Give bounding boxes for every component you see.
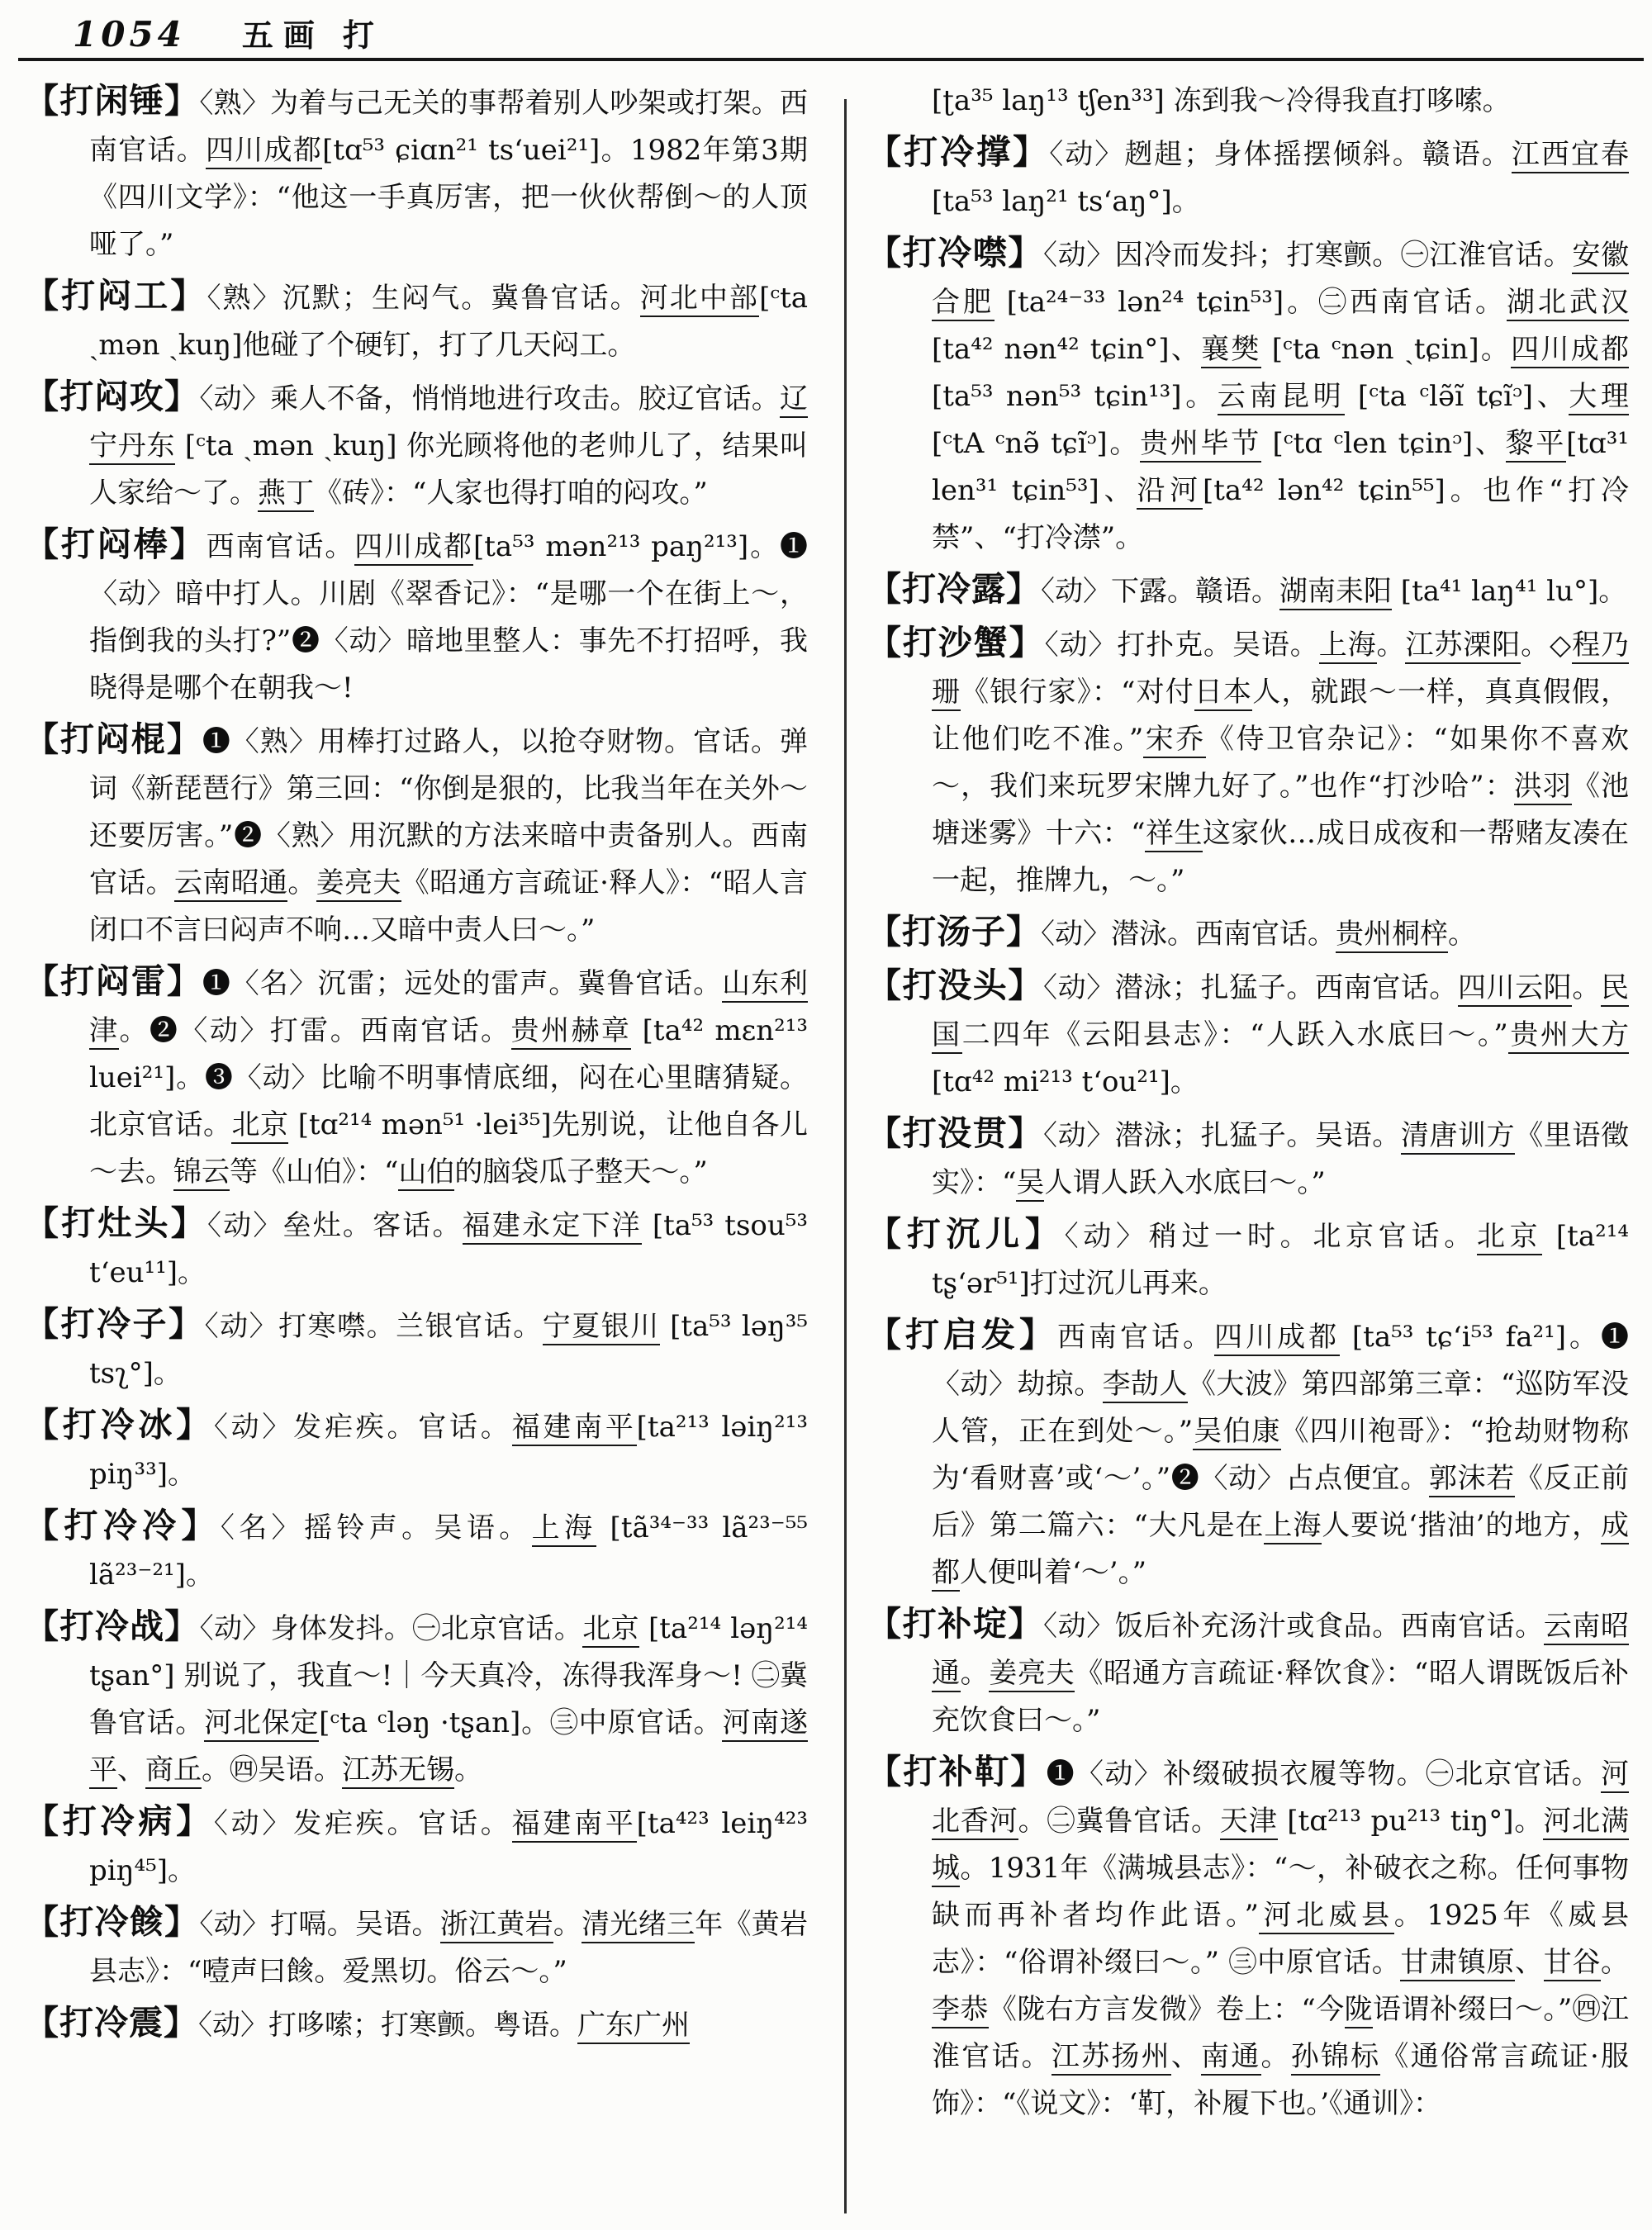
entry-text: 〈动〉潜泳。西南官话。: [1041, 918, 1336, 951]
entry-text: ❶〈动〉补缀破损衣履等物。㊀北京官话。: [1046, 1758, 1602, 1791]
proper-noun: 日本: [1194, 676, 1252, 711]
entry-text: [ta⁵³ tɕ‘i⁵³ fa²¹]。❶〈动〉劫掠。: [932, 1321, 1630, 1401]
entry-text: 的脑袋瓜子整天～。”: [454, 1155, 708, 1189]
entry-text: 。❷〈动〉打雷。西南官话。: [119, 1014, 511, 1047]
entry-text: [ᶜtA ᶜnə̃ tɕĩᵓ]。: [932, 427, 1141, 460]
proper-noun: 洪羽: [1514, 770, 1572, 805]
proper-noun: 祥生: [1145, 817, 1202, 852]
entry-text: 〈动〉打扑克。吴语。: [1044, 629, 1319, 662]
dict-entry: [867, 1748, 1629, 2128]
dict-entry: [25, 373, 808, 517]
entry-headword: 【打冷子】: [25, 1304, 205, 1344]
dict-entry: [867, 230, 1629, 562]
entry-headword: 【打补埞】: [867, 1604, 1043, 1644]
entry-headword: 【打闷攻】: [25, 377, 200, 416]
proper-noun: 河北香河: [932, 1758, 1629, 1840]
entry-text: [ta²¹⁴ ləŋ²¹⁴ tʂan°] 别说了，我直～!｜今天真冷，冻得我浑身～! ㊁冀鲁官话。: [89, 1612, 809, 1739]
entry-text: [tɑ³¹ len³¹ tɕin⁵³]、: [932, 427, 1630, 507]
proper-noun: 云南昭通: [932, 1610, 1629, 1692]
entry-text: ❶〈名〉沉雷；远处的雷声。冀鲁官话。: [202, 967, 723, 1000]
section-character: 打: [342, 17, 374, 54]
entry-text: [ta²⁴⁻³³ lən²⁴ tɕin⁵³]。㊁西南官话。: [994, 286, 1507, 319]
entry-text: [ta²¹³ ləiŋ²¹³ piŋ³³]。: [89, 1411, 808, 1491]
proper-noun: 四川成都: [206, 134, 322, 169]
proper-noun: 湖南耒阳: [1279, 575, 1392, 610]
proper-noun: 锦云: [173, 1155, 230, 1191]
proper-noun: 四川云阳: [1458, 971, 1572, 1007]
dict-entry: [867, 566, 1629, 615]
proper-noun: 云南昭通: [174, 866, 287, 902]
entry-text: [ᶜta ˎmən ˎkuŋ]他碰了个硬钉，打了几天闷工。: [89, 282, 809, 362]
entry-headword: 【打沉儿】: [867, 1214, 1065, 1254]
entry-headword: 【打冷震】: [25, 2003, 198, 2043]
entry-text: 《通俗常言疏证·服饰》：“《说文》：‘靪，补履下也。’《通训》：: [932, 2040, 1630, 2120]
proper-noun: 辽宁丹东: [89, 382, 808, 465]
entry-text: [ta⁵³ laŋ²¹ ts‘aŋ°]。: [932, 185, 1200, 218]
dict-entry: [867, 619, 1629, 904]
entry-text: 《银行家》：“对付: [961, 676, 1194, 709]
entry-text: 《里语徵实》：“: [932, 1119, 1630, 1199]
proper-noun: 清唐训方: [1401, 1119, 1515, 1155]
dict-entry: [25, 1402, 808, 1498]
proper-noun: 民国: [932, 971, 1629, 1054]
proper-noun: 贵州毕节: [1140, 427, 1261, 463]
entry-headword: 【打灶头】: [25, 1203, 207, 1243]
dict-entry: [25, 521, 808, 712]
proper-noun: 江苏无锡: [342, 1753, 454, 1789]
entry-text: [ta⁵³ ləŋ³⁵ tsʅ°]。: [89, 1310, 808, 1390]
proper-noun: 姜亮夫: [989, 1657, 1075, 1692]
proper-noun: 清光绪三: [582, 1908, 695, 1943]
entry-text: [ta⁵³ mən²¹³ paŋ²¹³]。❶〈动〉暗中打人。川剧《翠香记》：“是哪一个在街上～，指倒我的头打?”❷〈动〉暗地里整人：事先不打招呼，我晓得是哪个在朝我～!: [89, 530, 809, 705]
proper-noun: 上海: [532, 1511, 597, 1547]
dict-entry: [867, 1110, 1629, 1207]
entry-text: 《反正前后》第二篇六：“大凡是在: [932, 1462, 1629, 1542]
entry-text: 〈熟〉沉默；生闷气。冀鲁官话。: [206, 282, 640, 315]
dict-entry: [25, 1200, 808, 1297]
dict-entry: [25, 1502, 808, 1599]
entry-text: 〈动〉稍过一时。北京官话。: [1064, 1220, 1477, 1253]
proper-noun: 襄樊: [1201, 333, 1261, 368]
entry-text: 〈动〉发疟疾。官话。: [213, 1807, 512, 1840]
entry-headword: 【打冷战】: [25, 1606, 200, 1646]
entry-text: 。1925年《威县志》：“俗谓补缀曰～。” ㊂中原官话。: [932, 1899, 1629, 1979]
entry-text: 这家伙…成日成夜和一帮赌友凑在一起，推牌九，～。”: [932, 817, 1630, 897]
entry-text: 《昭通方言疏证·释饮食》：“昭人谓既饭后补充饮食曰～。”: [932, 1657, 1629, 1737]
proper-noun: 吴伯康: [1193, 1415, 1280, 1450]
entry-headword: 【打冷冰】: [25, 1405, 214, 1445]
proper-noun: 甘谷: [1544, 1946, 1601, 1981]
entry-text: 。◇: [1521, 629, 1573, 662]
proper-noun: 宋乔: [1143, 723, 1206, 758]
proper-noun: 河南遂平: [89, 1706, 808, 1789]
dict-entry: [25, 78, 808, 268]
entry-text: 〈动〉发疟疾。官话。: [213, 1411, 512, 1444]
dict-entry: [867, 962, 1629, 1106]
entry-text: 。: [454, 1753, 482, 1786]
proper-noun: 云南昆明: [1218, 380, 1346, 415]
entry-text: 〈动〉潜泳；扎猛子。吴语。: [1043, 1119, 1401, 1152]
entry-text: [ʈa³⁵ laŋ¹³ tʃen³³] 冻到我～冷得我直打哆嗦。: [932, 84, 1511, 117]
entry-headword: 【打闷棍】: [25, 719, 202, 759]
entry-text: [ta²¹⁴ tʂ‘ər⁵¹]打过沉儿再来。: [932, 1220, 1629, 1300]
proper-noun: 贵州大方: [1508, 1018, 1629, 1054]
dict-entry: [25, 1301, 808, 1397]
proper-noun: 天津: [1220, 1805, 1278, 1840]
entry-text: [ᶜta ˎmən ˎkuŋ] 你光顾将他的老帅儿了，结果叫人家给～了。: [89, 429, 809, 510]
entry-text: 〈动〉打哆嗦；打寒颤。粤语。: [198, 2009, 577, 2042]
entry-text: [ta⁵³ tsou⁵³ t‘eu¹¹]。: [89, 1209, 809, 1289]
proper-noun: 吴: [1016, 1166, 1044, 1202]
proper-noun: 广东广州: [577, 2009, 690, 2044]
proper-noun: 北京: [582, 1612, 639, 1648]
proper-noun: 大理: [1569, 380, 1629, 415]
entry-headword: 【打冷撑】: [867, 132, 1050, 172]
entry-text: 〈动〉趔趄；身体摇摆倾斜。赣语。: [1049, 138, 1512, 171]
right-column: [867, 78, 1629, 2132]
proper-noun: 河北满城: [932, 1805, 1629, 1887]
proper-noun: 山东利津: [89, 967, 808, 1050]
dict-entry: [25, 1603, 808, 1794]
entry-continuation: [867, 78, 1629, 125]
entry-text: 。: [1260, 2040, 1291, 2073]
entry-text: 、: [1170, 2040, 1202, 2073]
entry-headword: 【打冷冷】: [25, 1506, 221, 1545]
entry-text: 《侍卫官杂记》：“如果你不喜欢～，我们来玩罗宋牌九好了。”也作“打沙哈”：: [932, 723, 1629, 803]
proper-noun: 李劼人: [1103, 1368, 1188, 1403]
entry-text: [tɑ²¹³ pu²¹³ tiŋ°]。: [1277, 1805, 1544, 1838]
entry-text: [tã³⁴⁻³³ lã²³⁻⁵⁵ lã²³⁻²¹]。: [89, 1511, 809, 1592]
proper-noun: 四川成都: [1214, 1321, 1340, 1356]
proper-noun: 商丘: [145, 1753, 202, 1789]
entry-headword: 【打闷工】: [25, 276, 207, 316]
entry-text: 〈动〉潜泳；扎猛子。西南官话。: [1043, 971, 1458, 1004]
dict-entry: [25, 2000, 808, 2049]
proper-noun: 河北保定: [204, 1706, 319, 1742]
column-divider: [844, 99, 847, 2213]
proper-noun: 姜亮夫: [316, 866, 401, 902]
left-column: [25, 78, 808, 2053]
entry-headword: 【打闷棒】: [25, 524, 206, 564]
entry-text: 西南官话。: [206, 530, 355, 563]
header-rule: [18, 58, 1644, 61]
proper-noun: 宁夏银川: [543, 1310, 660, 1345]
entry-text: ❶〈熟〉用棒打过路人，以抢夺财物。官话。弹词《新琵琶行》第三回：“你倒是狠的，比我当年在关外～还要厉害。”❷〈熟〉用沉默的方法来暗中责备别人。西南官话。: [89, 725, 809, 899]
dict-entry: [867, 1601, 1629, 1744]
entry-text: 。1931年《满城县志》：“～，补破衣之称。任何事物缺而再补者均作此语。”: [932, 1852, 1629, 1932]
entry-text: 、: [117, 1753, 145, 1786]
proper-noun: 孙锦标: [1291, 2040, 1381, 2076]
entry-text: 。: [1376, 629, 1406, 662]
entry-text: 。: [1601, 1946, 1630, 1979]
proper-noun: 河北威县: [1259, 1899, 1394, 1934]
page-header: [73, 10, 374, 55]
proper-noun: 福建南平: [512, 1411, 637, 1446]
proper-noun: 李恭: [932, 1993, 989, 2028]
entry-text: 等《山伯》：“: [230, 1155, 399, 1189]
entry-text: 人要说‘揩油’的地方，: [1322, 1509, 1601, 1542]
proper-noun: 上海: [1264, 1509, 1322, 1544]
proper-noun: 福建永定下洋: [463, 1209, 642, 1245]
entry-headword: 【打汤子】: [867, 912, 1041, 951]
entry-text: 〈名〉摇铃声。吴语。: [220, 1511, 532, 1544]
entry-headword: 【打闷雷】: [25, 961, 202, 1001]
entry-headword: 【打启发】: [867, 1315, 1058, 1355]
entry-text: 《大波》第四部第三章：“巡防军没人管，正在到处～。”: [932, 1368, 1629, 1448]
entry-text: [tɑ²¹⁴ mən⁵¹ ·lei³⁵]先别说，让他自各儿～去。: [89, 1108, 809, 1189]
entry-text: [ta⁵³ nən⁵³ tɕin¹³]。: [932, 380, 1218, 413]
entry-text: 《昭通方言疏证·释人》：“昭人言闭口不言曰闷声不响…又暗中责人曰～。”: [89, 866, 808, 947]
entry-text: 。: [960, 1657, 990, 1690]
proper-noun: 安徽合肥: [932, 239, 1629, 321]
entry-text: [tɑ⁵³ ɕiɑn²¹ ts‘uei²¹]。1982年第3期《四川文学》：“他这一手真厉害，把一伙伙帮倒～的人顶哑了。”: [89, 134, 809, 261]
entry-text: [ta⁴¹ laŋ⁴¹ lu°]。: [1392, 575, 1627, 608]
entry-text: 西南官话。: [1057, 1321, 1215, 1354]
entry-text: 〈动〉饭后补充汤汁或食品。西南官话。: [1043, 1610, 1544, 1643]
entry-headword: 【打补靪】: [867, 1752, 1047, 1791]
entry-text: 〈动〉打嗝。吴语。: [199, 1908, 440, 1941]
proper-noun: 陇: [1345, 1993, 1373, 2028]
entry-text: 、: [1515, 1946, 1544, 1979]
dict-entry: [867, 909, 1629, 958]
entry-headword: 【打冷噤】: [867, 233, 1043, 273]
proper-noun: 四川成都: [1511, 333, 1629, 368]
proper-noun: 程乃珊: [932, 629, 1629, 711]
dict-entry: [25, 1899, 808, 1995]
entry-headword: 【打没头】: [867, 966, 1043, 1005]
entry-text: 《砖》：“人家也得打咱的闷攻。”: [314, 477, 708, 510]
entry-text: 。: [1448, 918, 1476, 951]
entry-text: 二四年《云阳县志》：“人跃入水底曰～。”: [961, 1018, 1508, 1051]
proper-noun: 南通: [1201, 2040, 1260, 2076]
entry-text: 〈动〉身体发抖。㊀北京官话。: [199, 1612, 583, 1645]
stroke-section-label: 五画: [241, 17, 325, 54]
entry-text: 〈动〉下露。赣语。: [1041, 575, 1279, 608]
proper-noun: 甘肃镇原: [1400, 1946, 1515, 1981]
entry-headword: 【打闲锤】: [25, 81, 200, 121]
page-number: 1054: [73, 14, 186, 55]
dict-entry: [25, 958, 808, 1196]
proper-noun: 贵州桐梓: [1336, 918, 1448, 953]
entry-text: 。㊁冀鲁官话。: [1018, 1805, 1220, 1838]
entry-text: 。: [553, 1908, 582, 1941]
entry-text: [tɑ⁴² mi²¹³ t‘ou²¹]。: [932, 1065, 1199, 1098]
proper-noun: 浙江黄岩: [440, 1908, 553, 1943]
entry-text: [ta⁴² lən⁴² tɕin⁵⁵]。也作“打冷禁”、“打冷澿”。: [932, 474, 1630, 554]
entry-headword: 【打冷病】: [25, 1801, 214, 1841]
proper-noun: 山伯: [398, 1155, 454, 1191]
entry-text: 〈熟〉为着与己无关的事帮着别人吵架或打架。西南官话。: [89, 87, 809, 167]
entry-headword: 【打没贯】: [867, 1113, 1043, 1153]
entry-headword: 【打冷露】: [867, 569, 1041, 609]
entry-text: 人便叫着‘～’。”: [960, 1556, 1146, 1589]
entry-text: 语谓补缀曰～。”㊃江淮官话。: [932, 1993, 1630, 2073]
entry-text: [ta⁴² nən⁴² tɕin°]、: [932, 333, 1202, 366]
dict-entry: [867, 1312, 1629, 1597]
dict-entry: [25, 716, 808, 954]
entry-text: [ᶜta ᶜləŋ ·tʂan]。㊂中原官话。: [319, 1706, 723, 1739]
proper-noun: 湖北武汉: [1507, 286, 1629, 321]
proper-noun: 北京: [1477, 1220, 1542, 1255]
proper-noun: 郭沫若: [1429, 1462, 1515, 1497]
entry-text: 〈动〉乘人不备，悄悄地进行攻击。胶辽官话。: [199, 382, 781, 415]
entry-text: 人，就跟～一样，真真假假，让他们吃不准。”: [932, 676, 1630, 756]
proper-noun: 燕丁: [258, 477, 314, 512]
proper-noun: 江苏溧阳: [1405, 629, 1521, 664]
entry-text: 人谓人跃入水底曰～。”: [1044, 1166, 1326, 1199]
proper-noun: 江苏扬州: [1051, 2040, 1171, 2076]
proper-noun: 成都: [932, 1509, 1629, 1592]
entry-text: 《池塘迷雾》十六：“: [932, 770, 1630, 850]
entry-text: [ᶜta ᶜlə̃ĩ tɕĩᵓ]、: [1345, 380, 1569, 413]
entry-text: 〈动〉打寒噤。兰银官话。: [204, 1310, 543, 1343]
proper-noun: 黎平: [1506, 427, 1566, 463]
proper-noun: 四川成都: [354, 530, 473, 566]
dict-entry: [25, 273, 808, 369]
proper-noun: 江西宜春: [1512, 138, 1629, 173]
entry-text: [ᶜta ᶜnən ˎtɕin]。: [1260, 333, 1512, 366]
entry-text: 。: [287, 866, 316, 899]
proper-noun: 河北中部: [640, 282, 759, 317]
dict-entry: [867, 1211, 1629, 1307]
entry-text: 。: [1572, 971, 1602, 1004]
proper-noun: 沿河: [1137, 474, 1203, 510]
dict-entry: [25, 1798, 808, 1895]
entry-text: [ᶜtɑ ᶜlen tɕinᵓ]、: [1260, 427, 1506, 460]
proper-noun: 贵州赫章: [511, 1014, 632, 1050]
entry-text: 。㊃吴语。: [202, 1753, 342, 1786]
proper-noun: 上海: [1319, 629, 1377, 664]
entry-headword: 【打沙蟹】: [867, 623, 1045, 662]
entry-text: [ta⁴²³ leiŋ⁴²³ piŋ⁴⁵]。: [89, 1807, 808, 1887]
entry-text: 〈动〉因冷而发抖；打寒颤。㊀江淮官话。: [1043, 239, 1573, 272]
entry-text: 《陇右方言发微》卷上：“今: [988, 1993, 1345, 2026]
dict-entry: [867, 129, 1629, 225]
proper-noun: 北京: [231, 1108, 288, 1144]
entry-text: 年《黄岩县志》：“噎声曰餩。爱黑切。俗云～。”: [89, 1908, 809, 1988]
entry-text: 《四川袍哥》：“抢劫财物称为‘看财喜’或‘～’。”❷〈动〉占点便宜。: [932, 1415, 1629, 1495]
entry-headword: 【打冷餩】: [25, 1902, 200, 1942]
entry-text: 〈动〉垒灶。客话。: [206, 1209, 463, 1242]
entry-text: [ta⁴² mɛn²¹³ luei²¹]。❸〈动〉比喻不明事情底细，闷在心里瞎猜疑。北京官话。: [89, 1014, 809, 1141]
proper-noun: 福建南平: [512, 1807, 637, 1843]
